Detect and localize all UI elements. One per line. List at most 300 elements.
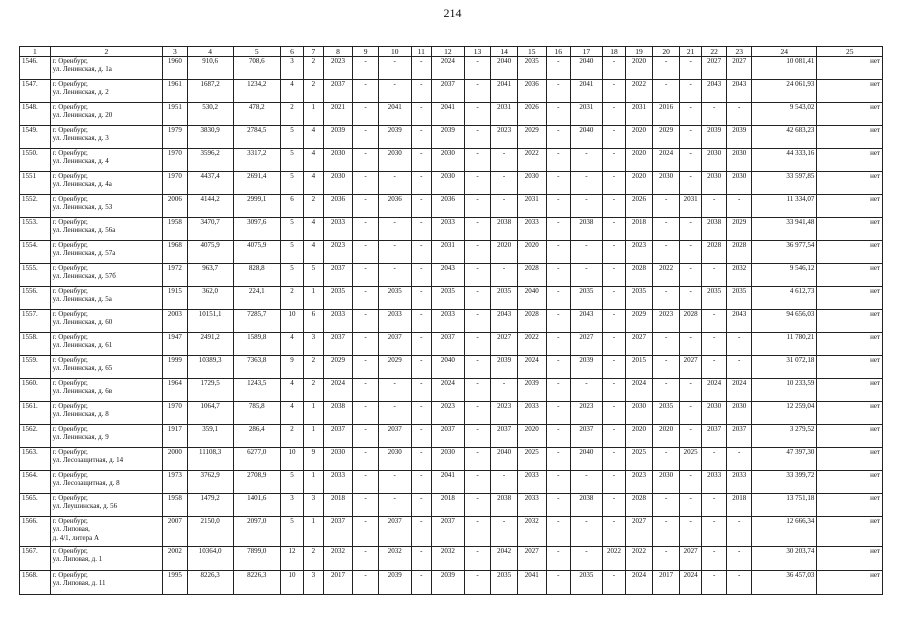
table-cell: 2040 — [571, 448, 603, 471]
table-cell: 3 — [304, 494, 323, 517]
column-header: 23 — [727, 47, 752, 57]
table-cell: 5 — [280, 517, 304, 547]
table-cell: 2002 — [163, 547, 188, 571]
table-cell: 33 941,48 — [751, 218, 816, 241]
table-cell: - — [602, 356, 626, 379]
row-number-cell: 1549. — [20, 126, 51, 149]
table-cell: - — [546, 103, 571, 126]
table-cell: 2039 — [378, 126, 411, 149]
table-cell: 2491,2 — [187, 333, 233, 356]
table-cell: - — [602, 448, 626, 471]
table-cell: 2 — [280, 287, 304, 310]
table-cell: - — [411, 57, 431, 80]
table-cell: - — [411, 195, 431, 218]
row-number-cell: 1554. — [20, 241, 51, 264]
table-cell: 6 — [304, 310, 323, 333]
table-cell: 2038 — [491, 494, 518, 517]
table-cell: - — [491, 471, 518, 494]
table-cell: 2040 — [571, 57, 603, 80]
table-cell: - — [353, 195, 379, 218]
table-cell: 2028 — [701, 241, 727, 264]
table-cell: - — [701, 547, 727, 571]
table-cell: 2 — [304, 547, 323, 571]
table-row — [20, 571, 883, 595]
table-cell: нет — [817, 448, 883, 471]
address-cell: г. Оренбург, ул. Лесозащитная, д. 14 — [50, 448, 162, 471]
column-header: 10 — [378, 47, 411, 57]
table-cell: 1 — [304, 517, 323, 547]
table-cell: 12 259,04 — [751, 402, 816, 425]
address-cell: г. Оренбург, ул. Ленинская, д. 57б — [50, 264, 162, 287]
table-cell: - — [353, 287, 379, 310]
table-cell: 1243,5 — [233, 379, 280, 402]
table-cell: - — [464, 264, 491, 287]
table-cell: 2033 — [701, 471, 727, 494]
table-cell: 8226,3 — [233, 571, 280, 595]
table-cell: 4 612,73 — [751, 287, 816, 310]
table-cell: 2026 — [626, 195, 653, 218]
table-cell: - — [546, 425, 571, 448]
table-cell: - — [602, 310, 626, 333]
table-cell: 2784,5 — [233, 126, 280, 149]
table-cell: - — [353, 547, 379, 571]
table-cell: - — [411, 149, 431, 172]
table-cell: 3596,2 — [187, 149, 233, 172]
table-cell: 2029 — [727, 218, 752, 241]
address-cell: г. Оренбург, ул. Ленинская, д. 4а — [50, 172, 162, 195]
table-cell: 2039 — [491, 356, 518, 379]
table-cell: - — [491, 149, 518, 172]
table-cell: - — [546, 379, 571, 402]
table-cell: 2042 — [491, 547, 518, 571]
table-cell: 2033 — [517, 494, 546, 517]
table-cell: 6 — [280, 195, 304, 218]
table-cell: 2022 — [517, 333, 546, 356]
table-cell: 2030 — [378, 149, 411, 172]
table-cell: - — [727, 195, 752, 218]
address-cell: г. Оренбург, ул. Ленинская, д. 60 — [50, 310, 162, 333]
table-cell: - — [680, 126, 701, 149]
table-cell: 2030 — [652, 172, 680, 195]
table-row — [20, 241, 883, 264]
table-cell: - — [353, 448, 379, 471]
column-header: 21 — [680, 47, 701, 57]
table-cell: - — [353, 425, 379, 448]
table-cell: 2028 — [517, 310, 546, 333]
table-cell: 2150,0 — [187, 517, 233, 547]
table-cell: - — [353, 149, 379, 172]
table-cell: - — [464, 547, 491, 571]
table-cell: - — [727, 571, 752, 595]
table-cell: 2025 — [626, 448, 653, 471]
table-cell: - — [602, 571, 626, 595]
table-cell: 2030 — [432, 448, 465, 471]
table-cell: - — [353, 494, 379, 517]
table-cell: 8226,3 — [187, 571, 233, 595]
column-header: 13 — [464, 47, 491, 57]
table-cell: нет — [817, 287, 883, 310]
table-cell: 5 — [280, 126, 304, 149]
table-cell: 9 — [280, 356, 304, 379]
row-number-cell: 1558. — [20, 333, 51, 356]
table-cell: - — [464, 494, 491, 517]
table-cell: 362,0 — [187, 287, 233, 310]
table-cell: - — [546, 195, 571, 218]
column-header: 22 — [701, 47, 727, 57]
table-cell: - — [546, 80, 571, 103]
table-cell: 2020 — [626, 57, 653, 80]
table-cell: 2033 — [432, 218, 465, 241]
table-row — [20, 103, 883, 126]
row-number-cell: 1553. — [20, 218, 51, 241]
table-cell: 2023 — [491, 402, 518, 425]
table-cell: 36 977,54 — [751, 241, 816, 264]
table-cell: 2039 — [727, 126, 752, 149]
table-cell: - — [680, 333, 701, 356]
table-cell: - — [546, 149, 571, 172]
table-cell: 1970 — [163, 402, 188, 425]
table-cell: - — [571, 149, 603, 172]
table-row — [20, 494, 883, 517]
table-cell: - — [602, 494, 626, 517]
table-cell: 1958 — [163, 494, 188, 517]
table-cell: - — [353, 103, 379, 126]
table-cell: 4144,2 — [187, 195, 233, 218]
table-row — [20, 379, 883, 402]
table-cell: 10 233,59 — [751, 379, 816, 402]
table-cell: - — [652, 494, 680, 517]
table-cell: 44 333,16 — [751, 149, 816, 172]
table-cell: - — [546, 333, 571, 356]
table-row — [20, 402, 883, 425]
table-cell: - — [464, 310, 491, 333]
table-cell: 1589,8 — [233, 333, 280, 356]
column-header: 24 — [751, 47, 816, 57]
table-cell: 2037 — [323, 333, 353, 356]
table-cell: - — [727, 356, 752, 379]
table-cell: 2037 — [323, 517, 353, 547]
page-number: 214 — [443, 6, 462, 20]
column-header: 14 — [491, 47, 518, 57]
table-cell: - — [680, 494, 701, 517]
row-number-cell: 1557. — [20, 310, 51, 333]
table-row — [20, 218, 883, 241]
table-cell: - — [602, 379, 626, 402]
table-cell: 2043 — [491, 310, 518, 333]
table-cell: - — [353, 379, 379, 402]
table-cell: - — [652, 80, 680, 103]
table-cell: нет — [817, 126, 883, 149]
table-cell: 2027 — [680, 547, 701, 571]
row-number-cell: 1551 — [20, 172, 51, 195]
table-cell: - — [464, 195, 491, 218]
table-cell: - — [602, 195, 626, 218]
table-cell: - — [680, 149, 701, 172]
table-cell: - — [602, 241, 626, 264]
table-cell: 4 — [304, 241, 323, 264]
address-cell: г. Оренбург, ул. Липовая, д. 1 — [50, 547, 162, 571]
table-cell: 2031 — [680, 195, 701, 218]
table-cell: 1973 — [163, 471, 188, 494]
address-cell: г. Оренбург, ул. Ленинская, д. 5а — [50, 287, 162, 310]
table-cell: 2024 — [626, 379, 653, 402]
row-number-cell: 1561. — [20, 402, 51, 425]
table-cell: 11 334,07 — [751, 195, 816, 218]
table-cell: 10364,0 — [187, 547, 233, 571]
table-cell: 2037 — [323, 425, 353, 448]
table-cell: - — [378, 379, 411, 402]
table-cell: - — [411, 241, 431, 264]
table-cell: - — [411, 471, 431, 494]
table-cell: 1960 — [163, 57, 188, 80]
table-cell: - — [464, 241, 491, 264]
table-cell: 2032 — [517, 517, 546, 547]
table-cell: - — [546, 126, 571, 149]
table-cell: 9 546,12 — [751, 264, 816, 287]
table-cell: 31 072,18 — [751, 356, 816, 379]
table-cell: 12 666,34 — [751, 517, 816, 547]
table-cell: - — [701, 494, 727, 517]
table-cell: 2024 — [701, 379, 727, 402]
table-cell: - — [602, 287, 626, 310]
table-cell: - — [546, 218, 571, 241]
table-cell: 1999 — [163, 356, 188, 379]
table-cell: 94 656,03 — [751, 310, 816, 333]
table-cell: 2 — [304, 356, 323, 379]
table-cell: 2030 — [432, 149, 465, 172]
table-cell: 33 399,72 — [751, 471, 816, 494]
row-number-cell: 1547. — [20, 80, 51, 103]
table-cell: 2027 — [626, 333, 653, 356]
table-cell: 2024 — [432, 379, 465, 402]
table-cell: нет — [817, 356, 883, 379]
table-cell: 4 — [280, 402, 304, 425]
table-cell: - — [378, 80, 411, 103]
table-cell: нет — [817, 103, 883, 126]
table-cell: - — [680, 57, 701, 80]
table-cell: 2030 — [323, 448, 353, 471]
table-cell: - — [464, 287, 491, 310]
table-cell: 7363,8 — [233, 356, 280, 379]
table-cell: 910,6 — [187, 57, 233, 80]
column-header: 18 — [602, 47, 626, 57]
table-cell: - — [680, 218, 701, 241]
table-cell: - — [652, 287, 680, 310]
table-cell: 2029 — [517, 126, 546, 149]
table-cell: 3 — [304, 333, 323, 356]
table-cell: 5 — [280, 149, 304, 172]
table-cell: - — [546, 264, 571, 287]
table-cell: 2020 — [517, 241, 546, 264]
table-cell: 9 — [304, 448, 323, 471]
table-cell: 359,1 — [187, 425, 233, 448]
table-cell: 2032 — [378, 547, 411, 571]
table-cell: 2691,4 — [233, 172, 280, 195]
address-cell: г. Оренбург, ул. Ленинская, д. 1а — [50, 57, 162, 80]
table-cell: - — [602, 333, 626, 356]
table-cell: 2018 — [727, 494, 752, 517]
table-cell: 1979 — [163, 126, 188, 149]
table-cell: - — [652, 241, 680, 264]
table-row — [20, 172, 883, 195]
table-cell: - — [571, 471, 603, 494]
table-cell: - — [546, 402, 571, 425]
table-cell: 42 683,23 — [751, 126, 816, 149]
table-cell: 2041 — [378, 103, 411, 126]
row-number-cell: 1552. — [20, 195, 51, 218]
address-cell: г. Оренбург, ул. Ленинская, д. 20 — [50, 103, 162, 126]
table-cell: 1401,6 — [233, 494, 280, 517]
table-cell: 2039 — [323, 126, 353, 149]
table-cell: - — [701, 333, 727, 356]
table-cell: 1 — [304, 402, 323, 425]
table-cell: 1964 — [163, 379, 188, 402]
table-cell: - — [680, 471, 701, 494]
table-cell: 2032 — [432, 547, 465, 571]
table-cell: 2030 — [323, 172, 353, 195]
table-cell: 2039 — [432, 571, 465, 595]
table-cell: - — [571, 241, 603, 264]
table-cell: 11108,3 — [187, 448, 233, 471]
column-header: 6 — [280, 47, 304, 57]
table-cell: 5 — [280, 264, 304, 287]
table-cell: 2043 — [701, 80, 727, 103]
table-cell: 1687,2 — [187, 80, 233, 103]
table-cell: 2030 — [727, 149, 752, 172]
table-cell: 1995 — [163, 571, 188, 595]
table-cell: 2006 — [163, 195, 188, 218]
row-number-cell: 1566. — [20, 517, 51, 547]
table-cell: 4 — [304, 172, 323, 195]
table-cell: 2040 — [491, 448, 518, 471]
address-cell: г. Оренбург, ул. Ленинская, д. 6в — [50, 379, 162, 402]
table-cell: - — [727, 333, 752, 356]
table-cell: нет — [817, 80, 883, 103]
table-cell: 1917 — [163, 425, 188, 448]
table-cell: нет — [817, 310, 883, 333]
table-cell: - — [411, 547, 431, 571]
table-cell: 3470,7 — [187, 218, 233, 241]
table-row — [20, 547, 883, 571]
table-cell: - — [652, 379, 680, 402]
table-cell: - — [602, 218, 626, 241]
table-cell: - — [411, 172, 431, 195]
table-cell: 2020 — [491, 241, 518, 264]
table-cell: 2037 — [378, 333, 411, 356]
table-cell: 2029 — [323, 356, 353, 379]
table-cell: 3 279,52 — [751, 425, 816, 448]
table-cell: 2027 — [517, 547, 546, 571]
table-cell: 2038 — [571, 218, 603, 241]
table-cell: - — [701, 448, 727, 471]
address-cell: г. Оренбург, ул. Ленинская, д. 9 — [50, 425, 162, 448]
table-cell: 3830,9 — [187, 126, 233, 149]
column-header: 7 — [304, 47, 323, 57]
table-cell: 2039 — [517, 379, 546, 402]
table-cell: 2032 — [727, 264, 752, 287]
table-cell: 4 — [304, 126, 323, 149]
table-cell: - — [680, 425, 701, 448]
table-cell: - — [378, 57, 411, 80]
table-cell: 2035 — [517, 57, 546, 80]
column-header: 17 — [571, 47, 603, 57]
table-cell: 2023 — [626, 471, 653, 494]
table-cell: 2029 — [626, 310, 653, 333]
table-cell: 1915 — [163, 287, 188, 310]
table-cell: - — [602, 402, 626, 425]
table-cell: нет — [817, 149, 883, 172]
table-cell: 1 — [304, 471, 323, 494]
table-cell: 2020 — [626, 126, 653, 149]
table-cell: 708,6 — [233, 57, 280, 80]
address-cell: г. Оренбург, ул. Леушинская, д. 56 — [50, 494, 162, 517]
table-cell: - — [680, 103, 701, 126]
table-cell: 6277,0 — [233, 448, 280, 471]
table-cell: - — [464, 80, 491, 103]
address-cell: г. Оренбург, ул. Ленинская, д. 8 — [50, 402, 162, 425]
table-cell: 4 — [280, 379, 304, 402]
table-cell: 2027 — [491, 333, 518, 356]
table-cell: 2030 — [323, 149, 353, 172]
table-cell: 2039 — [432, 126, 465, 149]
table-cell: 2043 — [571, 310, 603, 333]
table-cell: 2037 — [701, 425, 727, 448]
table-cell: 1729,5 — [187, 379, 233, 402]
table-cell: 2097,0 — [233, 517, 280, 547]
table-cell: - — [546, 356, 571, 379]
table-cell: 2035 — [626, 287, 653, 310]
table-cell: 2032 — [323, 547, 353, 571]
table-cell: - — [701, 517, 727, 547]
table-cell: 2999,1 — [233, 195, 280, 218]
table-cell: 2025 — [517, 448, 546, 471]
table-cell: - — [571, 264, 603, 287]
table-cell: 2033 — [727, 471, 752, 494]
table-cell: 2038 — [701, 218, 727, 241]
table-cell: - — [411, 494, 431, 517]
table-cell: 2029 — [378, 356, 411, 379]
table-cell: - — [353, 517, 379, 547]
table-cell: - — [680, 241, 701, 264]
data-table — [19, 46, 883, 595]
table-cell: 2 — [304, 195, 323, 218]
table-cell: - — [701, 195, 727, 218]
table-cell: 2 — [304, 57, 323, 80]
table-cell: - — [602, 126, 626, 149]
table-cell: нет — [817, 333, 883, 356]
table-cell: 2035 — [432, 287, 465, 310]
table-cell: нет — [817, 57, 883, 80]
column-header: 16 — [546, 47, 571, 57]
table-cell: нет — [817, 517, 883, 547]
table-cell: нет — [817, 218, 883, 241]
table-cell: 2027 — [571, 333, 603, 356]
table-cell: 1 — [304, 287, 323, 310]
table-cell: - — [727, 448, 752, 471]
table-cell: - — [491, 517, 518, 547]
table-cell: 2037 — [432, 333, 465, 356]
table-cell: 1972 — [163, 264, 188, 287]
table-cell: 2020 — [517, 425, 546, 448]
table-cell: 2043 — [727, 80, 752, 103]
address-cell: г. Оренбург, ул. Липовая, д. 4/1, литера А — [50, 517, 162, 547]
table-cell: 2023 — [323, 57, 353, 80]
table-cell: - — [546, 287, 571, 310]
table-cell: 2028 — [517, 264, 546, 287]
table-cell: нет — [817, 379, 883, 402]
row-number-cell: 1565. — [20, 494, 51, 517]
table-cell: 286,4 — [233, 425, 280, 448]
